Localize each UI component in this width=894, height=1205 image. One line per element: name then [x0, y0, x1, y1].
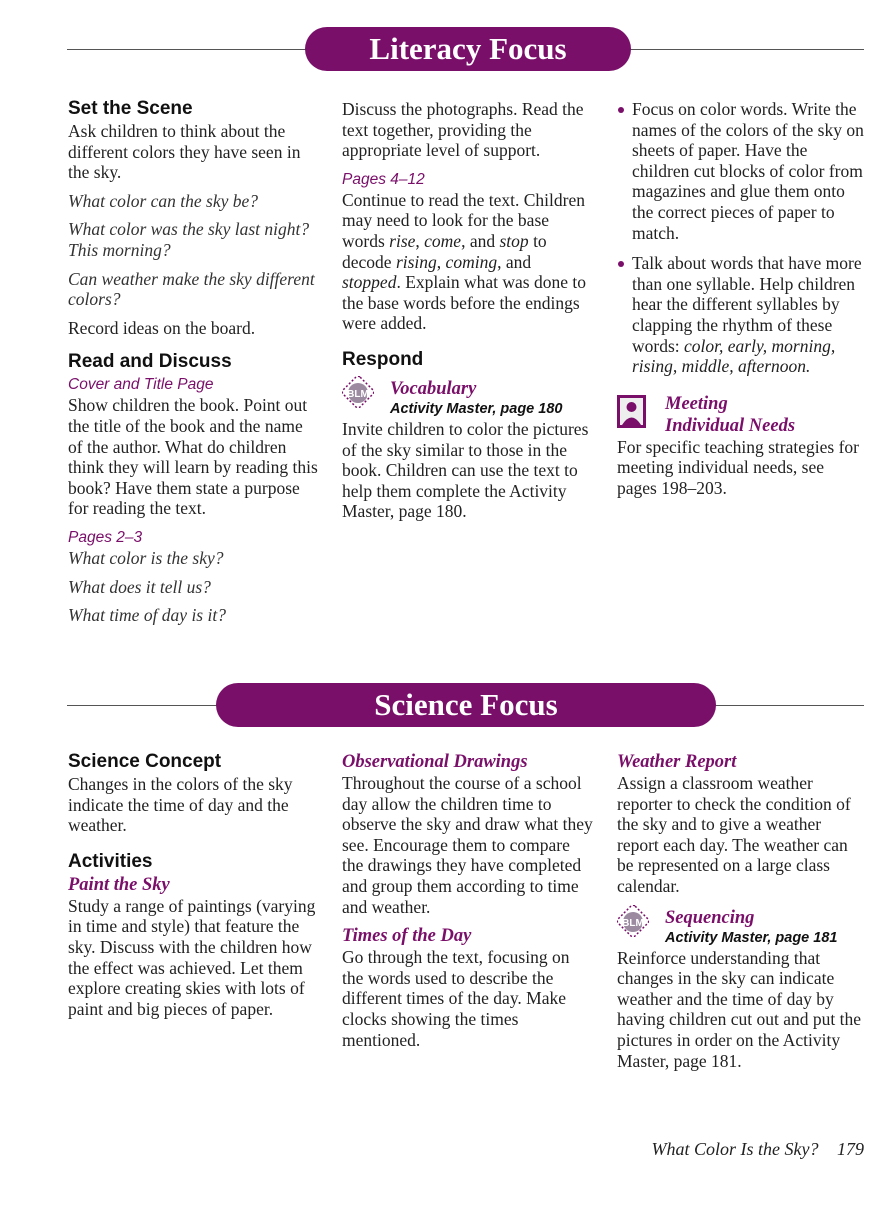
bullet-syllables: Talk about words that have more than one syllable. Help children hear the different syllables by clapping the rhythm of these words: color, early, morning, rising, middle, afternoon.: [617, 253, 867, 377]
page-footer: [652, 1139, 864, 1160]
science-concept-text: Changes in the colors of the sky indicate the time of day and the weather.: [68, 774, 293, 836]
science-col-3: [617, 751, 867, 1071]
paint-sky-heading: Paint the Sky: [68, 874, 170, 895]
meeting-text: For specific teaching strategies for meeting individual needs, see pages 198–203.: [617, 436, 859, 498]
meeting-needs-icon: [617, 395, 646, 428]
respond-heading: Respond: [342, 348, 424, 370]
bullet-color-words: Focus on color words. Write the names of the colors of the sky on sheets of paper. Have the children cut blocks of color from magazines and glue them onto the correct pieces of paper to match.: [617, 99, 867, 243]
vocabulary-text: Invite children to color the pictures of the sky similar to those in the book. Children can use the text to help them complete the Activity Master, page 180.: [342, 418, 589, 522]
read-discuss-text: Show children the book. Point out the title of the book and the name of the author. What do children think they will learn by reading this book? Have them state a purpose for reading the text.: [68, 395, 318, 519]
times-of-day-heading: Times of the Day: [342, 926, 472, 947]
literacy-col-1: [68, 97, 318, 626]
base-words-text: Continue to read the text. Children may need to look for the base words rise, come, and stop to decode rising, coming, and stopped. Explain what was done to the base words before the endings were added.: [342, 189, 586, 334]
weather-report-text: Assign a classroom weather reporter to check the condition of the sky and to give a weather report each day. The weather can be represented on a large class calendar.: [617, 773, 851, 896]
activities-heading: Activities: [68, 850, 153, 872]
science-col-1: [68, 750, 318, 1019]
science-col-2: [342, 751, 594, 1050]
set-scene-intro: Ask children to think about the different colors they have seen in the sky.: [68, 121, 301, 183]
read-discuss-heading: Read and Discuss: [68, 351, 232, 373]
vocabulary-heading: Vocabulary: [390, 378, 477, 399]
literacy-col-2: [342, 99, 594, 522]
question: What does it tell us?: [68, 576, 211, 597]
science-banner: Science Focus: [216, 683, 716, 727]
blm-icon: [342, 376, 374, 408]
question: Can weather make the sky different colors?: [68, 268, 315, 310]
sequencing-activity-master: Activity Master, page 181: [665, 929, 838, 946]
cover-title-subheading: Cover and Title Page: [68, 376, 214, 394]
question: What color can the sky be?: [68, 190, 259, 211]
set-scene-record: Record ideas on the board.: [68, 317, 256, 338]
observational-drawings-heading: Observational Drawings: [342, 752, 528, 772]
question: What color was the sky last night? This morning?: [68, 219, 310, 260]
observational-drawings-text: Throughout the course of a school day allow the children time to observe the sky and draw what they see. Encourage them to compare the drawings they have completed and group them according to time and weather.: [342, 773, 593, 917]
footer-book-title: What Color Is the Sky?: [651, 1139, 819, 1159]
page-number: 179: [837, 1139, 864, 1159]
paint-sky-text: Study a range of paintings (varying in time and style) that feature the sky. Discuss with the children how the effect was achieved. Let them explore creating skies with lots of paint and big pieces of paper.: [68, 895, 316, 1019]
svg-text:BLM: BLM: [347, 388, 369, 400]
sequencing-text: Reinforce understanding that changes in the sky can indicate weather and the time of day by having children cut out and put the pictures in order on the Activity Master, page 181.: [617, 947, 861, 1071]
set-scene-heading: Set the Scene: [68, 98, 193, 119]
science-concept-heading: Science Concept: [68, 751, 222, 772]
weather-report-heading: Weather Report: [617, 752, 737, 772]
svg-text:BLM: BLM: [622, 917, 644, 929]
individual-needs-heading: Individual Needs: [665, 415, 796, 436]
vocabulary-activity-master: Activity Master, page 180: [390, 400, 563, 417]
literacy-banner: Literacy Focus: [305, 27, 631, 71]
sequencing-heading: Sequencing: [665, 907, 755, 928]
times-of-day-text: Go through the text, focusing on the words used to describe the different times of the day. Make clocks showing the times mentioned.: [342, 947, 570, 1050]
meeting-heading: Meeting: [665, 393, 728, 414]
question: What time of day is it?: [68, 605, 226, 626]
pages-4-12-subheading: Pages 4–12: [342, 170, 425, 188]
question: What color is the sky?: [68, 547, 224, 568]
discuss-photos-text: Discuss the photographs. Read the text together, providing the appropriate level of support.: [342, 99, 584, 161]
blm-icon: [617, 905, 649, 937]
pages-2-3-subheading: Pages 2–3: [68, 528, 143, 546]
literacy-col-3: [617, 99, 867, 499]
